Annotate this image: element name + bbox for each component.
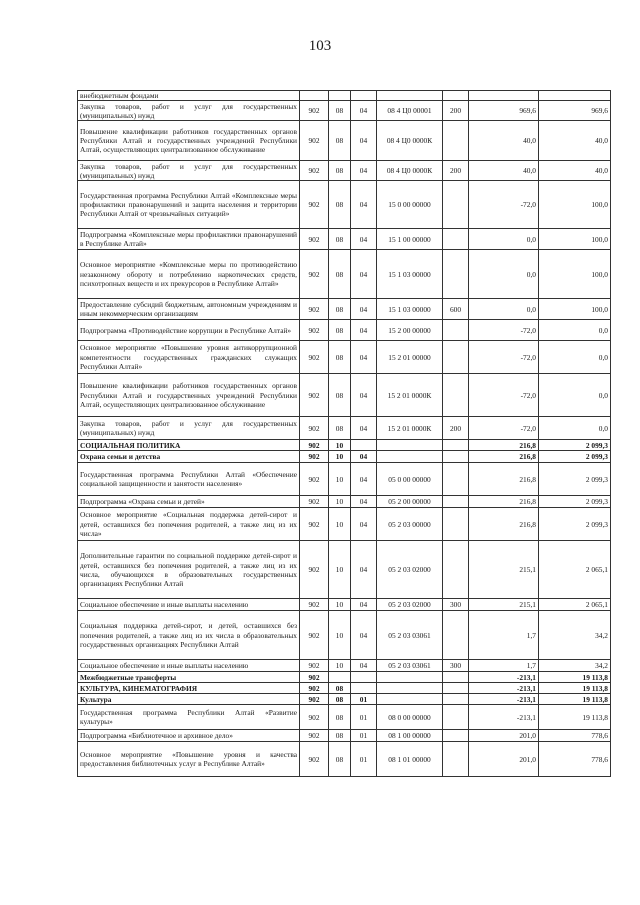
row-name: Основное мероприятие «Повышение уровня и качества предоставления библиотечных услуг в Республике Алтай» bbox=[78, 742, 300, 777]
subsection-code: 04 bbox=[351, 229, 377, 250]
table-row bbox=[78, 374, 611, 417]
admin-code: 902 bbox=[300, 374, 329, 417]
amount-total: 969,6 bbox=[539, 101, 611, 121]
row-name: Подпрограмма «Библиотечное и архивное дело» bbox=[78, 730, 300, 742]
page-number: 103 bbox=[308, 38, 332, 54]
amount-change: 0,0 bbox=[469, 250, 539, 299]
expense-type-code bbox=[443, 250, 469, 299]
admin-code: 902 bbox=[300, 440, 329, 451]
subsection-code: 01 bbox=[351, 705, 377, 730]
expense-type-code bbox=[443, 683, 469, 694]
admin-code: 902 bbox=[300, 451, 329, 463]
amount-change: -213,1 bbox=[469, 672, 539, 683]
target-article-code: 08 4 Ц0 0000К bbox=[377, 161, 443, 181]
row-name: Закупка товаров, работ и услуг для государственных (муниципальных) нужд bbox=[78, 161, 300, 181]
admin-code: 902 bbox=[300, 541, 329, 599]
admin-code: 902 bbox=[300, 299, 329, 320]
table-row bbox=[78, 161, 611, 181]
expense-type-code bbox=[443, 463, 469, 496]
expense-type-code bbox=[443, 440, 469, 451]
table-row bbox=[78, 463, 611, 496]
amount-total: 2 065,1 bbox=[539, 541, 611, 599]
amount-change: 216,8 bbox=[469, 508, 539, 541]
amount-total: 19 113,8 bbox=[539, 694, 611, 705]
table-row bbox=[78, 672, 611, 683]
amount-total: 2 099,3 bbox=[539, 496, 611, 508]
table-row bbox=[78, 250, 611, 299]
section-code: 08 bbox=[329, 417, 351, 440]
table-row bbox=[78, 541, 611, 599]
row-name: Культура bbox=[78, 694, 300, 705]
amount-change: -72,0 bbox=[469, 374, 539, 417]
table-row bbox=[78, 320, 611, 341]
row-name: Основное мероприятие «Повышение уровня антикоррупционной компетентности государственных гражданских служащих Республики Алтай» bbox=[78, 341, 300, 374]
amount-change: -213,1 bbox=[469, 683, 539, 694]
amount-change: 215,1 bbox=[469, 541, 539, 599]
amount-total: 0,0 bbox=[539, 341, 611, 374]
amount-change: 0,0 bbox=[469, 229, 539, 250]
table-row bbox=[78, 742, 611, 777]
admin-code: 902 bbox=[300, 121, 329, 161]
amount-total: 34,2 bbox=[539, 611, 611, 660]
section-code: 08 bbox=[329, 121, 351, 161]
subsection-code: 04 bbox=[351, 496, 377, 508]
table-row bbox=[78, 101, 611, 121]
amount-total: 40,0 bbox=[539, 161, 611, 181]
expense-type-code bbox=[443, 451, 469, 463]
table-row bbox=[78, 341, 611, 374]
admin-code: 902 bbox=[300, 694, 329, 705]
admin-code: 902 bbox=[300, 508, 329, 541]
amount-change: 40,0 bbox=[469, 121, 539, 161]
amount-total: 778,6 bbox=[539, 730, 611, 742]
subsection-code: 04 bbox=[351, 660, 377, 672]
expense-type-code bbox=[443, 341, 469, 374]
target-article-code: 05 2 03 02000 bbox=[377, 599, 443, 611]
admin-code: 902 bbox=[300, 683, 329, 694]
admin-code: 902 bbox=[300, 660, 329, 672]
amount-change: -72,0 bbox=[469, 417, 539, 440]
admin-code: 902 bbox=[300, 101, 329, 121]
expense-type-code bbox=[443, 508, 469, 541]
subsection-code: 04 bbox=[351, 611, 377, 660]
row-name: Подпрограмма «Охрана семьи и детей» bbox=[78, 496, 300, 508]
section-code: 10 bbox=[329, 508, 351, 541]
table-row bbox=[78, 660, 611, 672]
row-name: СОЦИАЛЬНАЯ ПОЛИТИКА bbox=[78, 440, 300, 451]
expense-type-code bbox=[443, 496, 469, 508]
expense-type-code: 200 bbox=[443, 101, 469, 121]
expense-type-code bbox=[443, 229, 469, 250]
amount-change: 201,0 bbox=[469, 742, 539, 777]
target-article-code bbox=[377, 440, 443, 451]
section-code: 08 bbox=[329, 341, 351, 374]
admin-code: 902 bbox=[300, 705, 329, 730]
amount-change: 216,8 bbox=[469, 451, 539, 463]
section-code: 08 bbox=[329, 374, 351, 417]
subsection-code: 04 bbox=[351, 508, 377, 541]
table-row bbox=[78, 417, 611, 440]
section-code: 08 bbox=[329, 161, 351, 181]
row-name: Государственная программа Республики Алтай «Развитие культуры» bbox=[78, 705, 300, 730]
amount-change: -72,0 bbox=[469, 181, 539, 229]
table-row bbox=[78, 599, 611, 611]
amount-total: 100,0 bbox=[539, 250, 611, 299]
table-row bbox=[78, 91, 611, 101]
subsection-code bbox=[351, 672, 377, 683]
amount-total: 40,0 bbox=[539, 121, 611, 161]
amount-change: 201,0 bbox=[469, 730, 539, 742]
target-article-code: 15 1 03 00000 bbox=[377, 250, 443, 299]
expense-type-code: 600 bbox=[443, 299, 469, 320]
subsection-code: 01 bbox=[351, 730, 377, 742]
target-article-code: 05 2 00 00000 bbox=[377, 496, 443, 508]
subsection-code: 04 bbox=[351, 101, 377, 121]
table-row bbox=[78, 694, 611, 705]
amount-change: 216,8 bbox=[469, 440, 539, 451]
admin-code: 902 bbox=[300, 463, 329, 496]
expense-type-code bbox=[443, 374, 469, 417]
target-article-code: 08 1 01 00000 bbox=[377, 742, 443, 777]
subsection-code: 04 bbox=[351, 599, 377, 611]
amount-total: 100,0 bbox=[539, 299, 611, 320]
section-code: 10 bbox=[329, 496, 351, 508]
amount-change: 1,7 bbox=[469, 611, 539, 660]
row-name: Государственная программа Республики Алтай «Комплексные меры профилактики правонарушений и защита населения и территории Республики Алтай от чрезвычайных ситуаций» bbox=[78, 181, 300, 229]
table-row bbox=[78, 611, 611, 660]
target-article-code: 05 0 00 00000 bbox=[377, 463, 443, 496]
section-code: 08 bbox=[329, 694, 351, 705]
subsection-code: 01 bbox=[351, 742, 377, 777]
amount-change: 215,1 bbox=[469, 599, 539, 611]
target-article-code: 08 1 00 00000 bbox=[377, 730, 443, 742]
subsection-code: 04 bbox=[351, 320, 377, 341]
amount-change: 1,7 bbox=[469, 660, 539, 672]
section-code: 08 bbox=[329, 320, 351, 341]
target-article-code: 05 2 03 03061 bbox=[377, 611, 443, 660]
expense-type-code bbox=[443, 611, 469, 660]
admin-code: 902 bbox=[300, 320, 329, 341]
amount-total: 2 099,3 bbox=[539, 508, 611, 541]
amount-total: 100,0 bbox=[539, 229, 611, 250]
table-row bbox=[78, 705, 611, 730]
admin-code: 902 bbox=[300, 229, 329, 250]
section-code: 10 bbox=[329, 660, 351, 672]
row-name: Предоставление субсидий бюджетным, автономным учреждениям и иным некоммерческим организациям bbox=[78, 299, 300, 320]
table-row bbox=[78, 121, 611, 161]
subsection-code bbox=[351, 91, 377, 101]
table-row bbox=[78, 440, 611, 451]
section-code: 10 bbox=[329, 440, 351, 451]
amount-change: 40,0 bbox=[469, 161, 539, 181]
row-name: Государственная программа Республики Алтай «Обеспечение социальной защищенности и занятости населения» bbox=[78, 463, 300, 496]
subsection-code: 04 bbox=[351, 374, 377, 417]
table-row bbox=[78, 299, 611, 320]
admin-code: 902 bbox=[300, 161, 329, 181]
admin-code: 902 bbox=[300, 250, 329, 299]
admin-code: 902 bbox=[300, 611, 329, 660]
expense-type-code bbox=[443, 730, 469, 742]
subsection-code: 04 bbox=[351, 417, 377, 440]
admin-code: 902 bbox=[300, 496, 329, 508]
subsection-code bbox=[351, 683, 377, 694]
expense-type-code bbox=[443, 541, 469, 599]
section-code: 10 bbox=[329, 599, 351, 611]
section-code bbox=[329, 91, 351, 101]
row-name: Социальная поддержка детей-сирот, и детей, оставшихся без попечения родителей, а также лиц из их числа в образовательных государственных организациях Республики Алтай bbox=[78, 611, 300, 660]
subsection-code: 04 bbox=[351, 181, 377, 229]
section-code bbox=[329, 672, 351, 683]
amount-change: 216,8 bbox=[469, 496, 539, 508]
amount-change: 969,6 bbox=[469, 101, 539, 121]
admin-code: 902 bbox=[300, 730, 329, 742]
amount-total: 34,2 bbox=[539, 660, 611, 672]
expense-type-code bbox=[443, 91, 469, 101]
subsection-code: 04 bbox=[351, 121, 377, 161]
subsection-code: 04 bbox=[351, 299, 377, 320]
section-code: 08 bbox=[329, 229, 351, 250]
subsection-code bbox=[351, 440, 377, 451]
row-name: Социальное обеспечение и иные выплаты населению bbox=[78, 599, 300, 611]
section-code: 08 bbox=[329, 742, 351, 777]
target-article-code bbox=[377, 683, 443, 694]
target-article-code bbox=[377, 91, 443, 101]
target-article-code: 15 0 00 00000 bbox=[377, 181, 443, 229]
target-article-code bbox=[377, 451, 443, 463]
amount-total: 0,0 bbox=[539, 417, 611, 440]
amount-total bbox=[539, 91, 611, 101]
amount-change: -213,1 bbox=[469, 705, 539, 730]
admin-code: 902 bbox=[300, 742, 329, 777]
expense-type-code: 200 bbox=[443, 417, 469, 440]
section-code: 10 bbox=[329, 611, 351, 660]
expense-type-code: 300 bbox=[443, 599, 469, 611]
amount-total: 2 099,3 bbox=[539, 440, 611, 451]
amount-change bbox=[469, 91, 539, 101]
row-name: Повышение квалификации работников государственных органов Республики Алтай и государственных учреждений Республики Алтай, осуществляющих централизованное обслуживание bbox=[78, 121, 300, 161]
section-code: 10 bbox=[329, 541, 351, 599]
amount-total: 2 099,3 bbox=[539, 451, 611, 463]
section-code: 10 bbox=[329, 463, 351, 496]
amount-total: 0,0 bbox=[539, 374, 611, 417]
target-article-code: 05 2 03 03061 bbox=[377, 660, 443, 672]
amount-total: 2 065,1 bbox=[539, 599, 611, 611]
row-name: Социальное обеспечение и иные выплаты населению bbox=[78, 660, 300, 672]
table-row bbox=[78, 181, 611, 229]
section-code: 10 bbox=[329, 451, 351, 463]
target-article-code: 08 4 Ц0 0000К bbox=[377, 121, 443, 161]
row-name: Повышение квалификации работников государственных органов Республики Алтай и государственных учреждений Республики Алтай, осуществляющих централизованное обслуживание bbox=[78, 374, 300, 417]
amount-total: 19 113,8 bbox=[539, 683, 611, 694]
expense-type-code bbox=[443, 121, 469, 161]
target-article-code: 15 2 00 00000 bbox=[377, 320, 443, 341]
table-row bbox=[78, 683, 611, 694]
admin-code: 902 bbox=[300, 341, 329, 374]
target-article-code: 15 2 01 00000 bbox=[377, 341, 443, 374]
amount-change: 216,8 bbox=[469, 463, 539, 496]
target-article-code bbox=[377, 672, 443, 683]
row-name: Основное мероприятие «Социальная поддержка детей-сирот и детей, оставшихся без попечения родителей, а также лиц из их числа» bbox=[78, 508, 300, 541]
expense-type-code: 300 bbox=[443, 660, 469, 672]
admin-code: 902 bbox=[300, 181, 329, 229]
subsection-code: 04 bbox=[351, 451, 377, 463]
admin-code: 902 bbox=[300, 672, 329, 683]
admin-code: 902 bbox=[300, 417, 329, 440]
target-article-code: 05 2 03 02000 bbox=[377, 541, 443, 599]
section-code: 08 bbox=[329, 250, 351, 299]
row-name: внебюджетным фондами bbox=[78, 91, 300, 101]
amount-total: 2 099,3 bbox=[539, 463, 611, 496]
expense-type-code bbox=[443, 181, 469, 229]
amount-total: 0,0 bbox=[539, 320, 611, 341]
subsection-code: 04 bbox=[351, 341, 377, 374]
target-article-code: 15 1 00 00000 bbox=[377, 229, 443, 250]
section-code: 08 bbox=[329, 705, 351, 730]
row-name: Подпрограмма «Противодействие коррупции в Республике Алтай» bbox=[78, 320, 300, 341]
budget-table-body bbox=[78, 91, 611, 777]
row-name: Подпрограмма «Комплексные меры профилактики правонарушений в Республике Алтай» bbox=[78, 229, 300, 250]
table-row bbox=[78, 730, 611, 742]
row-name: Закупка товаров, работ и услуг для государственных (муниципальных) нужд bbox=[78, 417, 300, 440]
target-article-code: 05 2 03 00000 bbox=[377, 508, 443, 541]
target-article-code: 08 0 00 00000 bbox=[377, 705, 443, 730]
budget-table bbox=[77, 90, 611, 777]
section-code: 08 bbox=[329, 683, 351, 694]
expense-type-code: 200 bbox=[443, 161, 469, 181]
table-row bbox=[78, 496, 611, 508]
row-name: Дополнительные гарантии по социальной поддержке детей-сирот и детей, оставшихся без попечения родителей, а также лиц из их числа, обучающихся в образовательных государственных организациях Республики Алтай bbox=[78, 541, 300, 599]
subsection-code: 04 bbox=[351, 161, 377, 181]
expense-type-code bbox=[443, 705, 469, 730]
section-code: 08 bbox=[329, 299, 351, 320]
amount-change: 0,0 bbox=[469, 299, 539, 320]
amount-change: -72,0 bbox=[469, 341, 539, 374]
table-row bbox=[78, 451, 611, 463]
expense-type-code bbox=[443, 742, 469, 777]
row-name: Межбюджетные трансферты bbox=[78, 672, 300, 683]
amount-total: 778,6 bbox=[539, 742, 611, 777]
amount-total: 19 113,8 bbox=[539, 672, 611, 683]
expense-type-code bbox=[443, 694, 469, 705]
expense-type-code bbox=[443, 320, 469, 341]
amount-change: -213,1 bbox=[469, 694, 539, 705]
admin-code: 902 bbox=[300, 599, 329, 611]
subsection-code: 01 bbox=[351, 694, 377, 705]
target-article-code: 15 2 01 0000К bbox=[377, 417, 443, 440]
row-name: КУЛЬТУРА, КИНЕМАТОГРАФИЯ bbox=[78, 683, 300, 694]
target-article-code: 15 2 01 0000К bbox=[377, 374, 443, 417]
section-code: 08 bbox=[329, 181, 351, 229]
expense-type-code bbox=[443, 672, 469, 683]
admin-code bbox=[300, 91, 329, 101]
amount-total: 100,0 bbox=[539, 181, 611, 229]
target-article-code: 08 4 Ц0 00001 bbox=[377, 101, 443, 121]
section-code: 08 bbox=[329, 101, 351, 121]
row-name: Закупка товаров, работ и услуг для государственных (муниципальных) нужд bbox=[78, 101, 300, 121]
table-row bbox=[78, 508, 611, 541]
subsection-code: 04 bbox=[351, 463, 377, 496]
subsection-code: 04 bbox=[351, 541, 377, 599]
row-name: Основное мероприятие «Комплексные меры по противодействию незаконному обороту и потреблению наркотических средств, психотропных веществ и их прекурсоров в Республике Алтай» bbox=[78, 250, 300, 299]
target-article-code bbox=[377, 694, 443, 705]
subsection-code: 04 bbox=[351, 250, 377, 299]
row-name: Охрана семьи и детства bbox=[78, 451, 300, 463]
table-row bbox=[78, 229, 611, 250]
target-article-code: 15 1 03 00000 bbox=[377, 299, 443, 320]
amount-change: -72,0 bbox=[469, 320, 539, 341]
amount-total: 19 113,8 bbox=[539, 705, 611, 730]
section-code: 08 bbox=[329, 730, 351, 742]
